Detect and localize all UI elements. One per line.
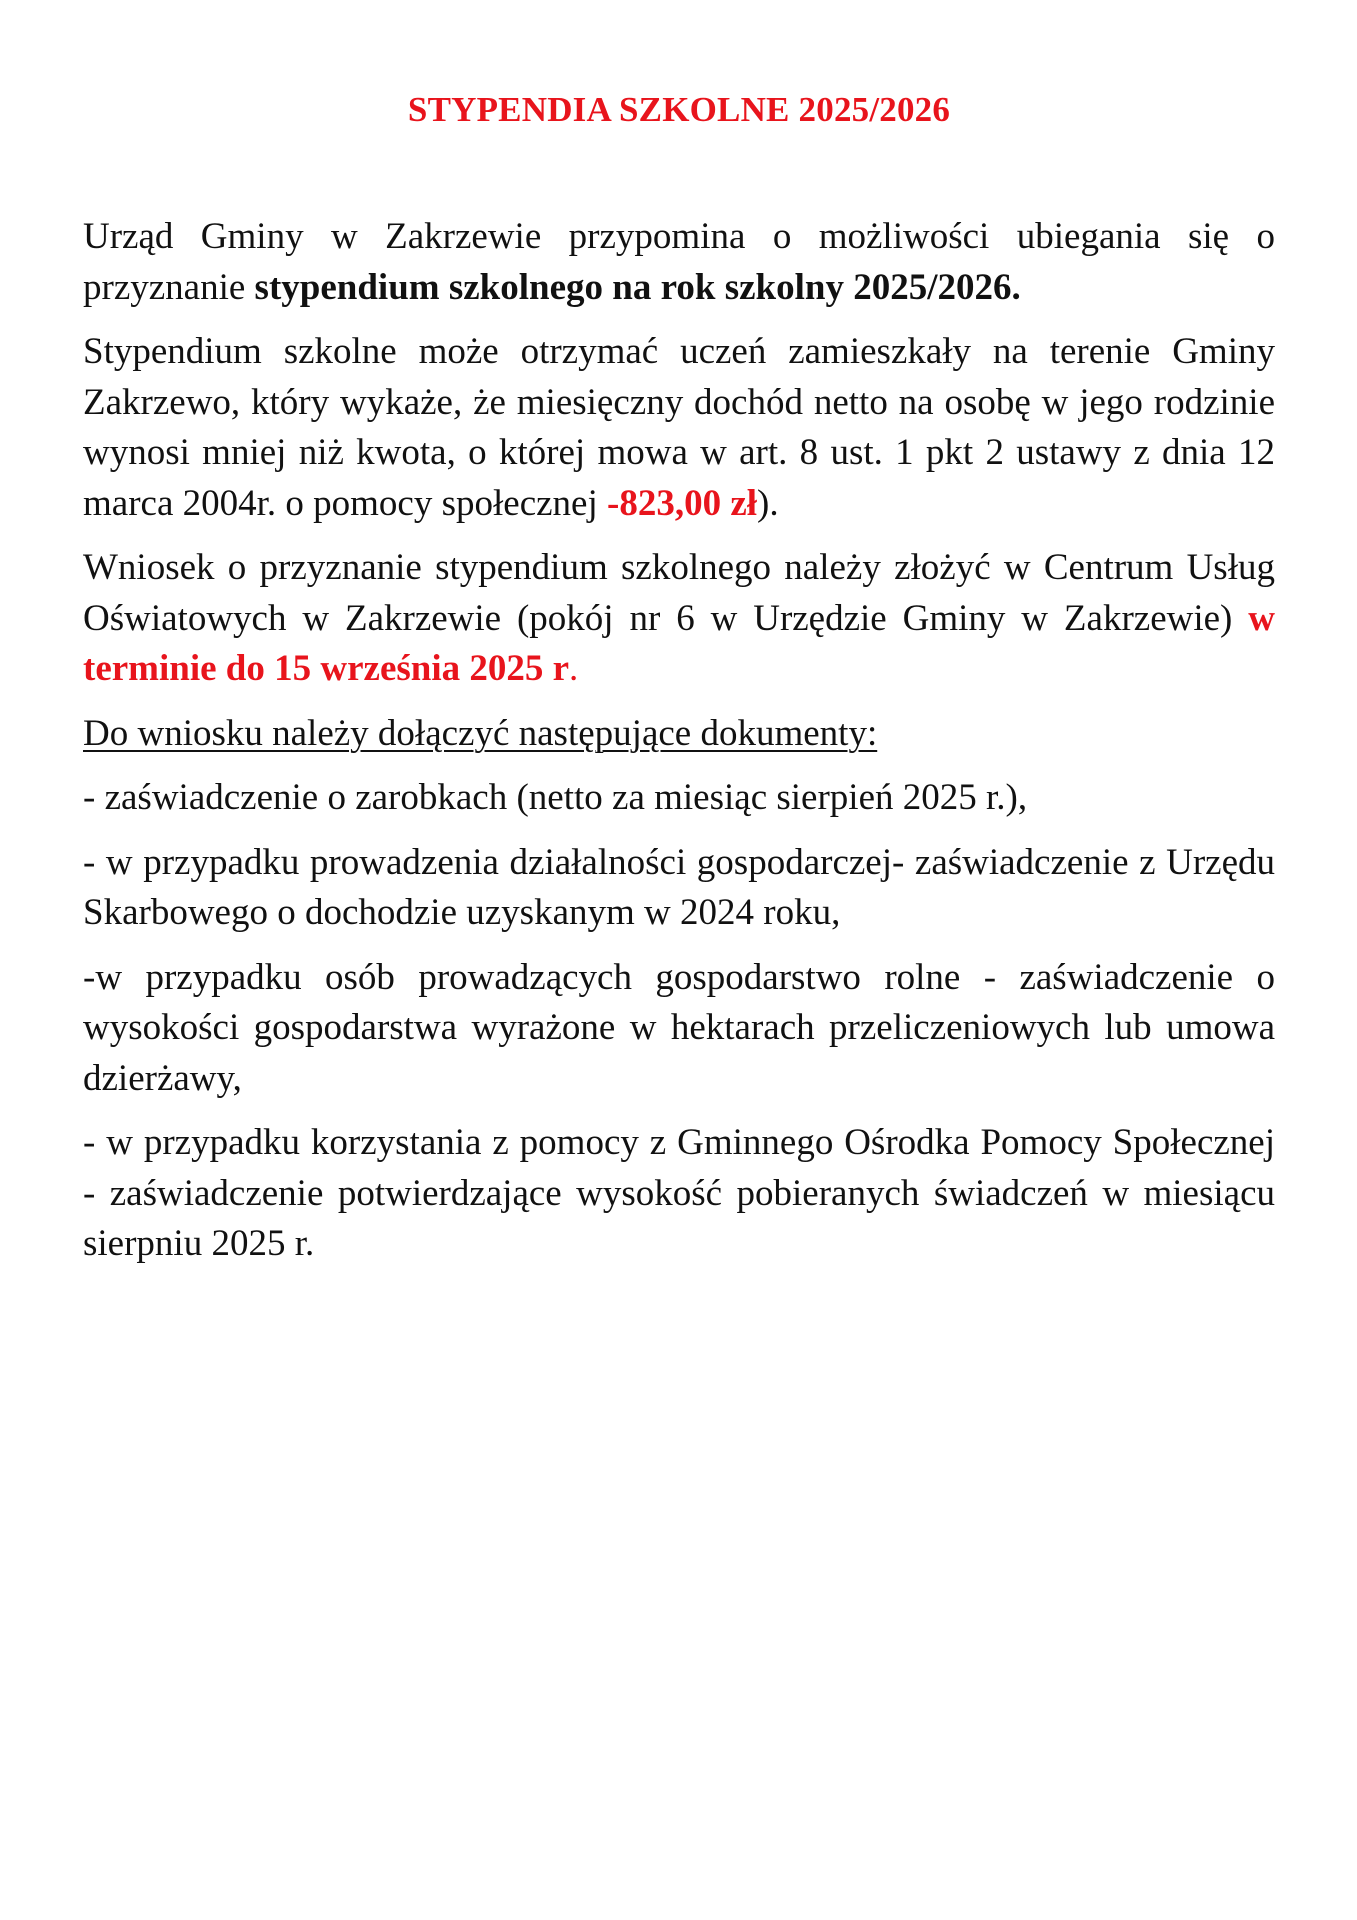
application-text-end: . xyxy=(569,648,579,689)
documents-heading xyxy=(83,709,1275,760)
application-deadline: w terminie do 15 września 2025 r xyxy=(83,597,1275,689)
document-page xyxy=(83,0,1275,1270)
intro-text: Urząd Gminy w Zakrzewie przypomina o możliwości ubiegania się o przyznanie xyxy=(83,216,1275,308)
documents-heading-text: Do wniosku należy dołączyć następujące dokumenty: xyxy=(83,712,878,754)
document-item-social-assistance: - w przypadku korzystania z pomocy z Gminnego Ośrodka Pomocy Społecznej - zaświadczenie potwierdzające wysokość pobieranych świadczeń w miesiącu sierpniu 2025 r. xyxy=(83,1122,1275,1264)
page-title: STYPENDIA SZKOLNE 2025/2026 xyxy=(407,90,951,129)
income-amount: -823,00 zł xyxy=(607,482,758,524)
intro-bold-text: stypendium szkolnego na rok szkolny 2025/2026. xyxy=(254,266,1021,308)
eligibility-paragraph xyxy=(83,327,1275,529)
application-paragraph xyxy=(83,543,1275,695)
document-item-income: - zaświadczenie o zarobkach (netto za miesiąc sierpień 2025 r.), xyxy=(83,777,1028,818)
eligibility-text-end: ). xyxy=(757,482,779,524)
eligibility-text: Stypendium szkolne może otrzymać uczeń zamieszkały na terenie Gminy Zakrzewo, który wykaże, że miesięczny dochód netto na osobę w jego rodzinie wynosi mniej niż kwota, o której mowa w art. 8 ust. 1 pkt 2 ustawy z dnia 12 marca 2004r. o pomocy społecznej xyxy=(83,331,1275,524)
document-item-business: - w przypadku prowadzenia działalności gospodarczej- zaświadczenie z Urzędu Skarbowego o dochodzie uzyskanym w 2024 roku, xyxy=(83,841,1275,933)
intro-paragraph xyxy=(83,212,1275,313)
application-text: Wniosek o przyznanie stypendium szkolnego należy złożyć w Centrum Usług Oświatowych w Zakrzewie (pokój nr 6 w Urzędzie Gminy w Zakrzewie) xyxy=(83,547,1275,639)
document-item-farm: -w przypadku osób prowadzących gospodarstwo rolne - zaświadczenie o wysokości gospodarstwa wyrażone w hektarach przeliczeniowych lub umowa dzierżawy, xyxy=(83,956,1275,1099)
